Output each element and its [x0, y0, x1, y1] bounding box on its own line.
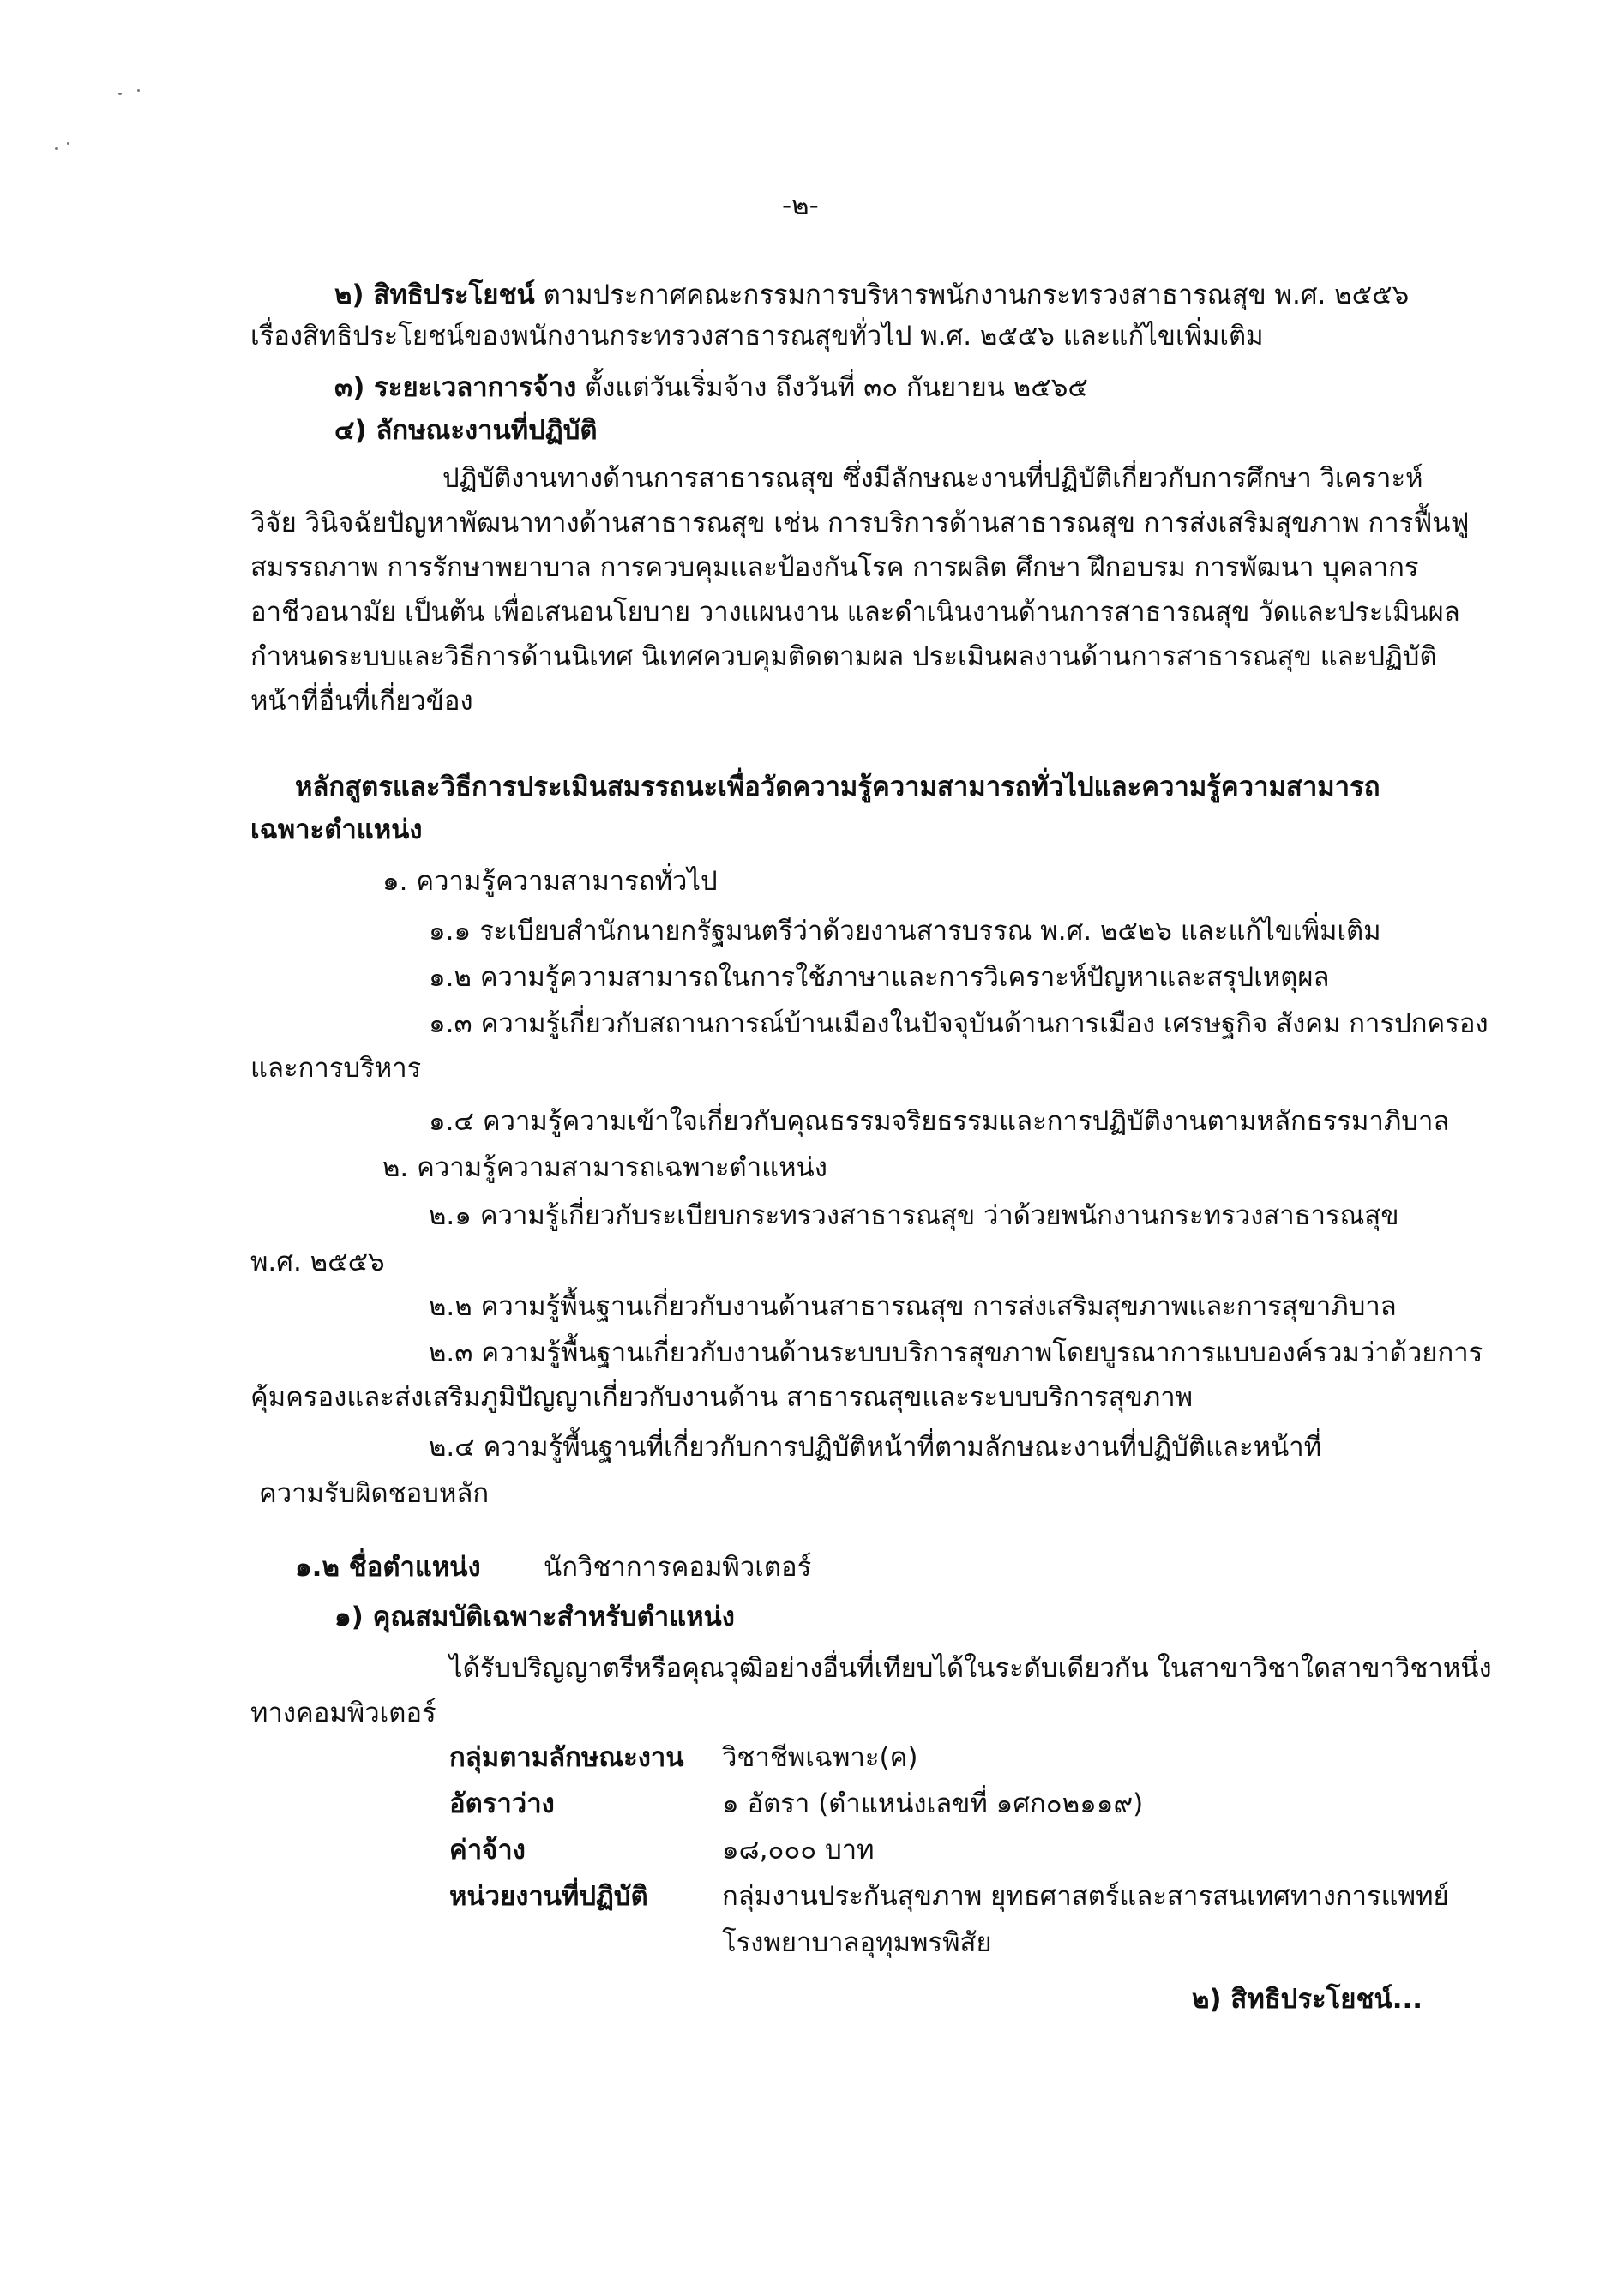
- curriculum-heading-2: เฉพาะตำแหน่ง: [250, 814, 423, 845]
- field-value-unit: กลุ่มงานประกันสุขภาพ ยุทธศาสตร์และสารสนเทศทางการแพทย์: [722, 1881, 1449, 1912]
- curriculum-item: ความรับผิดชอบหลัก: [259, 1478, 490, 1509]
- curriculum-item: ๒.๔ ความรู้พื้นฐานที่เกี่ยวกับการปฏิบัติหน้าที่ตามลักษณะงานที่ปฏิบัติและหน้าที่: [429, 1432, 1322, 1463]
- curriculum-item: ๑.๒ ความรู้ความสามารถในการใช้ภาษาและการวิเคราะห์ปัญหาและสรุปเหตุผล: [429, 962, 1330, 993]
- curriculum-item: ๑.๔ ความรู้ความเข้าใจเกี่ยวกับคุณธรรมจริยธรรมและการปฏิบัติงานตามหลักธรรมาภิบาล: [429, 1106, 1450, 1137]
- curriculum-item: พ.ศ. ๒๕๕๖: [250, 1247, 385, 1277]
- field-value-vacancy: ๑ อัตรา (ตำแหน่งเลขที่ ๑ศก๐๒๑๑๙): [722, 1788, 1144, 1819]
- benefits-line-2: เรื่องสิทธิประโยชน์ของพนักงานกระทรวงสาธารณสุขทั่วไป พ.ศ. ๒๕๕๖ และแก้ไขเพิ่มเติม: [250, 321, 1264, 352]
- period-text: ตั้งแต่วันเริ่มจ้าง ถึงวันที่ ๓๐ กันยายน ๒๕๖๕: [585, 372, 1088, 403]
- duty-line: อาชีวอนามัย เป็นต้น เพื่อเสนอนโยบาย วางแผนงาน และดำเนินงานด้านการสาธารณสุข วัดและประเมินผล: [250, 597, 1460, 628]
- field-label-vacancy: อัตราว่าง: [449, 1788, 555, 1819]
- position-label: ๑.๒ ชื่อตำแหน่ง: [295, 1552, 481, 1583]
- duty-heading: ๔) ลักษณะงานที่ปฏิบัติ: [334, 415, 598, 446]
- qualification-heading: ๑) คุณสมบัติเฉพาะสำหรับตำแหน่ง: [334, 1602, 735, 1632]
- field-label-unit: หน่วยงานที่ปฏิบัติ: [449, 1881, 648, 1912]
- duty-line: ปฏิบัติงานทางด้านการสาธารณสุข ซึ่งมีลักษณะงานที่ปฏิบัติเกี่ยวกับการศึกษา วิเคราะห์: [442, 463, 1423, 494]
- duty-line: หน้าที่อื่นที่เกี่ยวข้อง: [250, 686, 473, 717]
- position-title: นักวิชาการคอมพิวเตอร์: [544, 1552, 812, 1583]
- benefits-text: ตามประกาศคณะกรรมการบริหารพนักงานกระทรวงสาธารณสุข พ.ศ. ๒๕๕๖: [543, 279, 1410, 310]
- continued-marker: ๒) สิทธิประโยชน์...: [1192, 1984, 1423, 2015]
- curriculum-item: ๒.๓ ความรู้พื้นฐานเกี่ยวกับงานด้านระบบบริการสุขภาพโดยบูรณาการแบบองค์รวมว่าด้วยการ: [429, 1337, 1483, 1368]
- curriculum-item: ๒.๑ ความรู้เกี่ยวกับระเบียบกระทรวงสาธารณสุข ว่าด้วยพนักงานกระทรวงสาธารณสุข: [429, 1200, 1399, 1231]
- period-line: [334, 369, 1088, 406]
- duty-line: วิจัย วินิจฉัยปัญหาพัฒนาทางด้านสาธารณสุข เช่น การบริการด้านสาธารณสุข การส่งเสริมสุขภาพ การฟื้นฟู: [250, 508, 1470, 538]
- field-value-group: วิชาชีพเฉพาะ(ค): [722, 1742, 918, 1773]
- curriculum-item: ๑. ความรู้ความสามารถทั่วไป: [382, 866, 718, 897]
- field-value-wage: ๑๘,๐๐๐ บาท: [722, 1835, 875, 1866]
- qualification-line: ทางคอมพิวเตอร์: [250, 1698, 436, 1728]
- curriculum-item: และการบริหาร: [250, 1053, 422, 1084]
- page-number: -๒-: [782, 190, 819, 221]
- scan-specks: [0, 0, 103, 171]
- curriculum-heading-1: หลักสูตรและวิธีการประเมินสมรรถนะเพื่อวัดความรู้ความสามารถทั่วไปและความรู้ความสามารถ: [295, 772, 1380, 802]
- curriculum-item: คุ้มครองและส่งเสริมภูมิปัญญาเกี่ยวกับงานด้าน สาธารณสุขและระบบบริการสุขภาพ: [250, 1382, 1194, 1413]
- qualification-line: ได้รับปริญญาตรีหรือคุณวุฒิอย่างอื่นที่เทียบได้ในระดับเดียวกัน ในสาขาวิชาใดสาขาวิชาหนึ่ง: [449, 1653, 1492, 1684]
- period-heading: ๓) ระยะเวลาการจ้าง: [334, 372, 577, 403]
- curriculum-item: ๑.๑ ระเบียบสำนักนายกรัฐมนตรีว่าด้วยงานสารบรรณ พ.ศ. ๒๕๒๖ และแก้ไขเพิ่มเติม: [429, 916, 1381, 947]
- field-value-unit-line-2: โรงพยาบาลอุทุมพรพิสัย: [722, 1927, 992, 1958]
- field-label-group: กลุ่มตามลักษณะงาน: [449, 1742, 684, 1773]
- duty-line: กำหนดระบบและวิธีการด้านนิเทศ นิเทศควบคุมติดตามผล ประเมินผลงานด้านการสาธารณสุข และปฏิบัติ: [250, 641, 1437, 672]
- curriculum-item: ๒. ความรู้ความสามารถเฉพาะตำแหน่ง: [382, 1152, 827, 1183]
- field-label-wage: ค่าจ้าง: [449, 1835, 526, 1866]
- benefits-line-1: [334, 276, 1409, 314]
- duty-line: สมรรถภาพ การรักษาพยาบาล การควบคุมและป้องกันโรค การผลิต ศึกษา ฝึกอบรม การพัฒนา บุคลากร: [250, 552, 1419, 583]
- curriculum-item: ๑.๓ ความรู้เกี่ยวกับสถานการณ์บ้านเมืองในปัจจุบันด้านการเมือง เศรษฐกิจ สังคม การปกครอง: [429, 1008, 1489, 1039]
- benefits-heading: ๒) สิทธิประโยชน์: [334, 279, 535, 310]
- curriculum-item: ๒.๒ ความรู้พื้นฐานเกี่ยวกับงานด้านสาธารณสุข การส่งเสริมสุขภาพและการสุขาภิบาล: [429, 1291, 1397, 1322]
